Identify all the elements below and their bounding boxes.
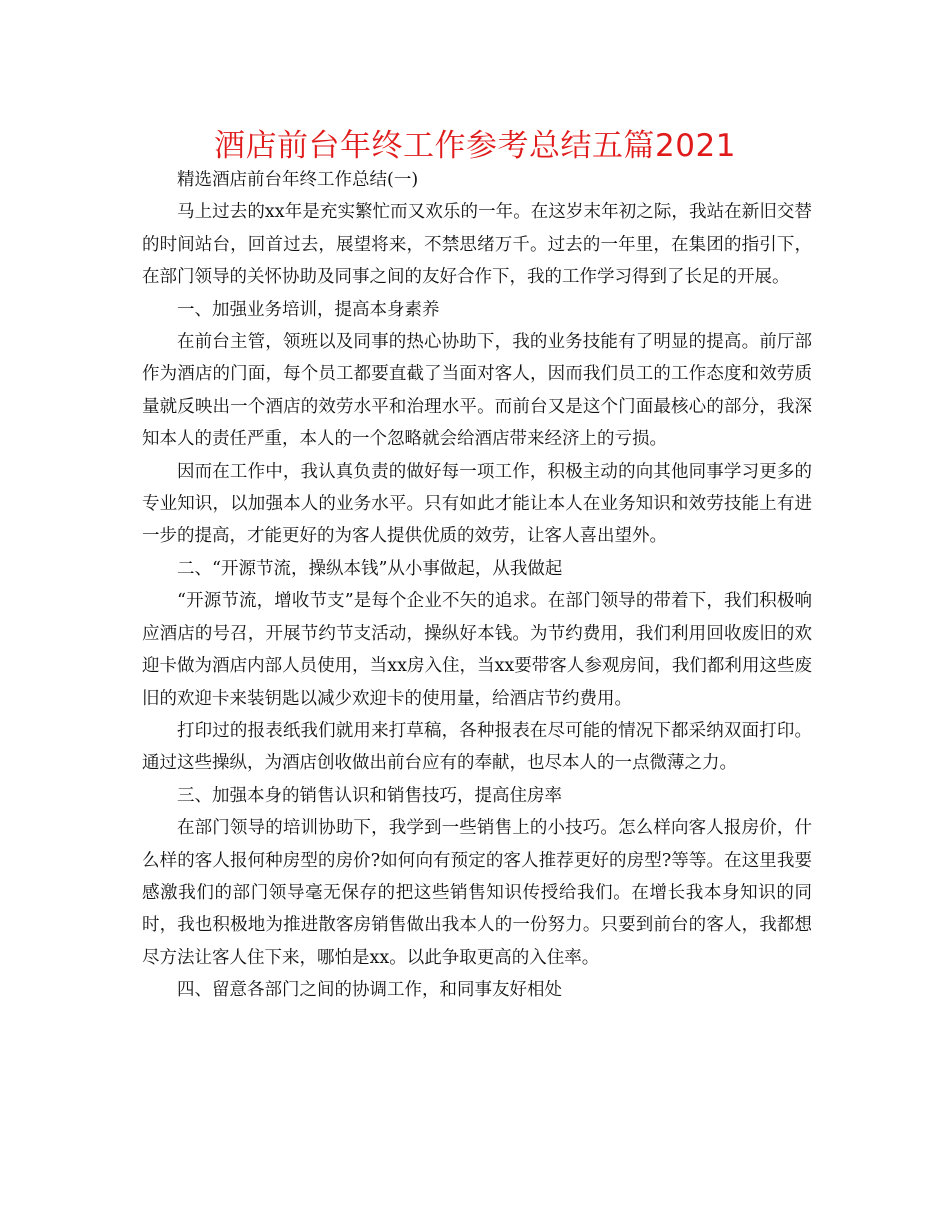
- body-paragraph: 在前台主管，领班以及同事的热心协助下，我的业务技能有了明显的提高。前厅部作为酒店的门面，每个员工都要直截了当面对客人，因而我们员工的工作态度和效劳质量就反映出一个酒店的效劳水平和治理水平。而前台又是这个门面最核心的部分，我深知本人的责任严重，本人的一个忽略就会给酒店带来经济上的亏损。: [142, 332, 812, 450]
- body-paragraph: 因而在工作中，我认真负责的做好每一项工作，积极主动的向其他同事学习更多的专业知识，以加强本人的业务水平。只有如此才能让本人在业务知识和效劳技能上有进一步的提高，才能更好的为客人提供优质的效劳，让客人喜出望外。: [142, 461, 812, 547]
- section-heading-2: 二、“开源节流，操纵本钱”从小事做起，从我做起: [177, 558, 563, 579]
- body-paragraph: “开源节流，增收节支”是每个企业不矢的追求。在部门领导的带着下，我们积极响应酒店的号召，开展节约节支活动，操纵好本钱。为节约费用，我们利用回收废旧的欢迎卡做为酒店内部人员使用，当xx房入住，当xx要带客人参观房间，我们都利用这些废旧的欢迎卡来装钥匙以减少欢迎卡的使用量，给酒店节约费用。: [142, 591, 812, 709]
- document-body: [142, 164, 812, 1007]
- document-title: 酒店前台年终工作参考总结五篇2021: [214, 128, 736, 164]
- section-heading-3: 三、加强本身的销售认识和销售技巧，提高住房率: [177, 785, 562, 806]
- body-paragraph: 打印过的报表纸我们就用来打草稿，各种报表在尽可能的情况下都采纳双面打印。通过这些操纵，为酒店创收做出前台应有的奉献，也尽本人的一点微薄之力。: [142, 720, 812, 774]
- section-subheading: 精选酒店前台年终工作总结(一): [177, 170, 419, 190]
- section-heading-4: 四、留意各部门之间的协调工作，和同事友好相处: [177, 980, 562, 1001]
- body-paragraph: 马上过去的xx年是充实繁忙而又欢乐的一年。在这岁末年初之际，我站在新旧交替的时间站台，回首过去，展望将来，不禁思绪万千。过去的一年里，在集团的指引下，在部门领导的关怀协助及同事之间的友好合作下，我的工作学习得到了长足的开展。: [142, 202, 812, 288]
- section-heading-1: 一、加强业务培训，提高本身素养: [177, 299, 440, 320]
- body-paragraph: 在部门领导的培训协助下，我学到一些销售上的小技巧。怎么样向客人报房价，什么样的客人报何种房型的房价?如何向有预定的客人推荐更好的房型?等等。在这里我要感激我们的部门领导毫无保存的把这些销售知识传授给我们。在增长我本身知识的同时，我也积极地为推进散客房销售做出我本人的一份努力。只要到前台的客人，我都想尽方法让客人住下来，哪怕是xx。以此争取更高的入住率。: [142, 818, 812, 968]
